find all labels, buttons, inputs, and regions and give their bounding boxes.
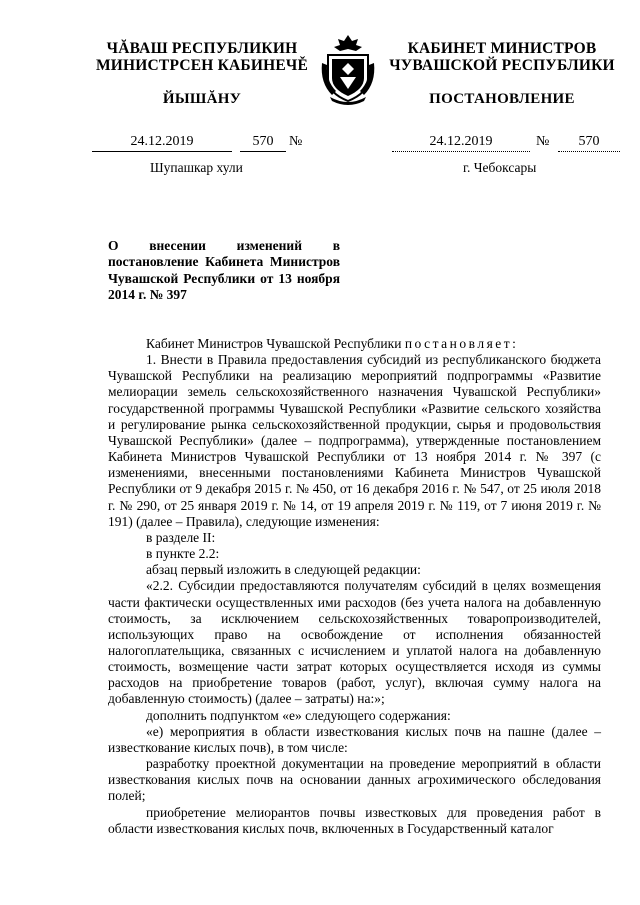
header-left-block	[92, 40, 312, 108]
left-org-line1: ЧĂВАШ РЕСПУБЛИКИН	[106, 40, 298, 57]
right-city: г. Чебоксары	[463, 160, 537, 175]
body-paragraph: в разделе II:	[146, 529, 216, 545]
chuvash-coat-of-arms-icon	[318, 33, 378, 105]
body-paragraph: «2.2. Субсидии предоставляются получателям субсидий в целях возмещения части фактически осуществленных ими расходов (без учета налога на добавленную стоимость, за исключением сельскохозяйственных товаропроизводителей, использующих право на освобождение от исполнения обязанностей налогоплательщика, связанных с исчислением и уплатой налога на добавленную стоимость, возмещение части затрат которых осуществляется исходя из суммы расходов на приобретение товаров (работ, услуг), включая сумму налога на добавленную стоимость) (далее – затраты) на:»;	[108, 578, 601, 707]
intro-paragraph	[108, 336, 601, 352]
right-date: 24.12.2019	[392, 134, 530, 152]
right-org-line1: КАБИНЕТ МИНИСТРОВ	[407, 40, 597, 57]
right-number: 570	[558, 134, 620, 152]
body-paragraph: в пункте 2.2:	[146, 546, 220, 562]
left-number: 570	[240, 134, 286, 152]
body-paragraph: 1. Внести в Правила предоставления субсидий из республиканского бюджета Чувашской Республики на реализацию мероприятий подпрограммы «Развитие мелиорации земель сельскохозяйственного назначения Чувашской Республики» государственной программы Чувашской Республики «Развитие сельского хозяйства и регулирование рынка сельскохозяйственной продукции, сырья и продовольствия Чувашской Республики» (далее – подпрограмма), утвержденные постановлением Кабинета Министров Чувашской Республики от 13 ноября 2014 г. № 397 (с изменениями, внесенными постановлениями Кабинета Министров Чувашской Республики от 9 декабря 2015 г. № 450, от 16 декабря 2016 г. № 547, от 25 июля 2018 г. № 290, от 25 января 2019 г. № 14, от 19 апреля 2019 г. № 119, от 7 июня 2019 г. № 191) (далее – Правила), следующие изменения:	[108, 352, 601, 529]
intro-action: постановляет:	[404, 336, 519, 351]
body-paragraph: дополнить подпунктом «е» следующего содержания:	[146, 707, 451, 723]
body-paragraph: разработку проектной документации на проведение мероприятий в области известкования кислых почв на основании данных агрохимического обследования полей;	[108, 756, 601, 804]
header-right-block	[382, 40, 622, 108]
document-body	[108, 336, 601, 837]
registration-left	[92, 134, 317, 154]
left-org-line2: МИНИСТРСЕН КАБИНЕЧĚ	[95, 57, 309, 74]
registration-right	[392, 134, 624, 154]
body-paragraph: абзац первый изложить в следующей редакции:	[146, 562, 421, 578]
body-paragraph: «е) мероприятия в области известкования кислых почв на пашне (далее – известкование кислых почв), в том числе:	[108, 723, 601, 755]
left-city: Шупашкар хули	[150, 160, 243, 175]
intro-prefix: Кабинет Министров Чувашской Республики	[146, 336, 402, 351]
right-doc-type: ПОСТАНОВЛЕНИЕ	[429, 91, 575, 107]
left-number-sign: №	[289, 134, 303, 149]
document-subject: О внесении изменений в постановление Кабинета Министров Чувашской Республики от 13 ноября 2014 г. № 397	[108, 238, 340, 302]
left-doc-type: ЙЫШĂНУ	[162, 91, 242, 107]
body-paragraph: приобретение мелиорантов почвы известковых для проведения работ в области известкования кислых почв, включенных в Государственный каталог	[108, 804, 601, 836]
right-number-sign: №	[536, 134, 550, 149]
right-org-line2: ЧУВАШСКОЙ РЕСПУБЛИКИ	[389, 57, 615, 74]
left-date: 24.12.2019	[92, 134, 232, 152]
